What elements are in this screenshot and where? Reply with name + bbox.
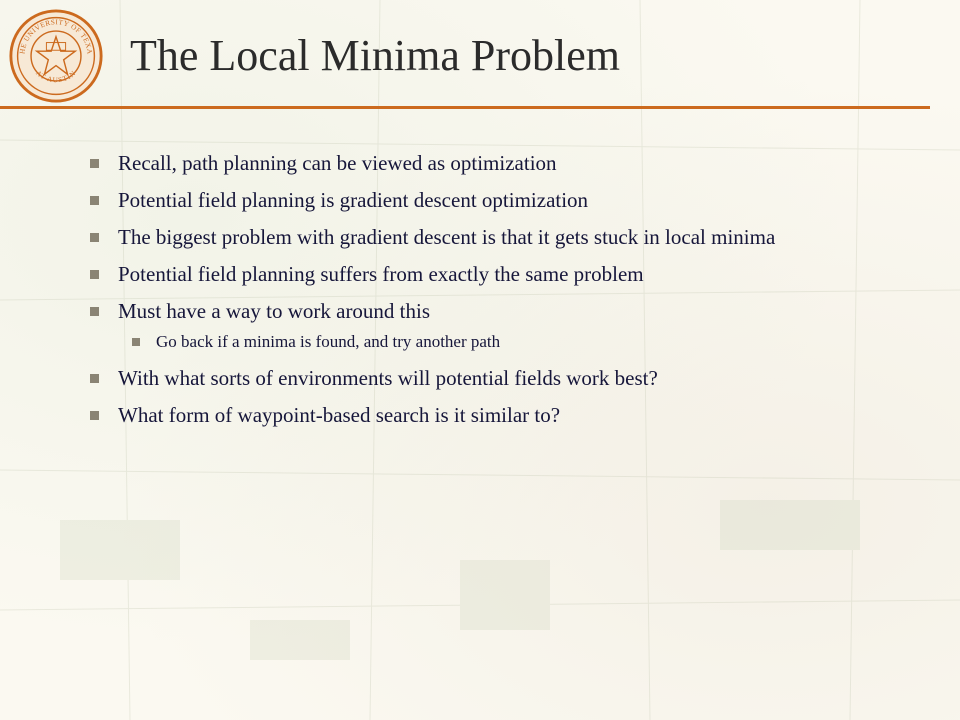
square-bullet-icon xyxy=(90,374,99,383)
square-bullet-icon xyxy=(90,159,99,168)
university-seal-logo xyxy=(8,8,104,104)
bullet-text: With what sorts of environments will potential fields work best? xyxy=(118,366,658,390)
title-underline xyxy=(0,106,930,109)
bullet-item xyxy=(90,402,890,428)
square-bullet-icon xyxy=(90,307,99,316)
bullet-text: Must have a way to work around this xyxy=(118,299,431,323)
slide-title: The Local Minima Problem xyxy=(130,31,620,80)
svg-text:THE UNIVERSITY OF TEXAS: HE UNIVERSITY OF TEXA xyxy=(18,18,94,55)
bullet-item xyxy=(90,298,890,324)
square-sub-bullet-icon xyxy=(132,338,140,346)
square-bullet-icon xyxy=(90,270,99,279)
sub-bullet-text: Go back if a minima is found, and try another path xyxy=(156,332,501,351)
bullet-item xyxy=(90,224,890,250)
square-bullet-icon xyxy=(90,196,99,205)
square-bullet-icon xyxy=(90,411,99,420)
bullet-item xyxy=(90,261,890,287)
sub-bullet-item xyxy=(132,331,890,353)
bullet-text: Potential field planning suffers from exactly the same problem xyxy=(118,262,644,286)
bullet-item xyxy=(90,365,890,391)
bullet-text: The biggest problem with gradient descent is that it gets stuck in local minima xyxy=(118,225,776,249)
square-bullet-icon xyxy=(90,233,99,242)
bullet-item xyxy=(90,150,890,176)
bullet-text: Potential field planning is gradient descent optimization xyxy=(118,188,589,212)
bullet-text: Recall, path planning can be viewed as optimization xyxy=(118,151,557,175)
bullet-list xyxy=(90,150,890,439)
bullet-text: What form of waypoint-based search is it similar to? xyxy=(118,403,561,427)
svg-text:AT AUSTIN: AT AUSTIN xyxy=(34,69,78,85)
bullet-item xyxy=(90,187,890,213)
